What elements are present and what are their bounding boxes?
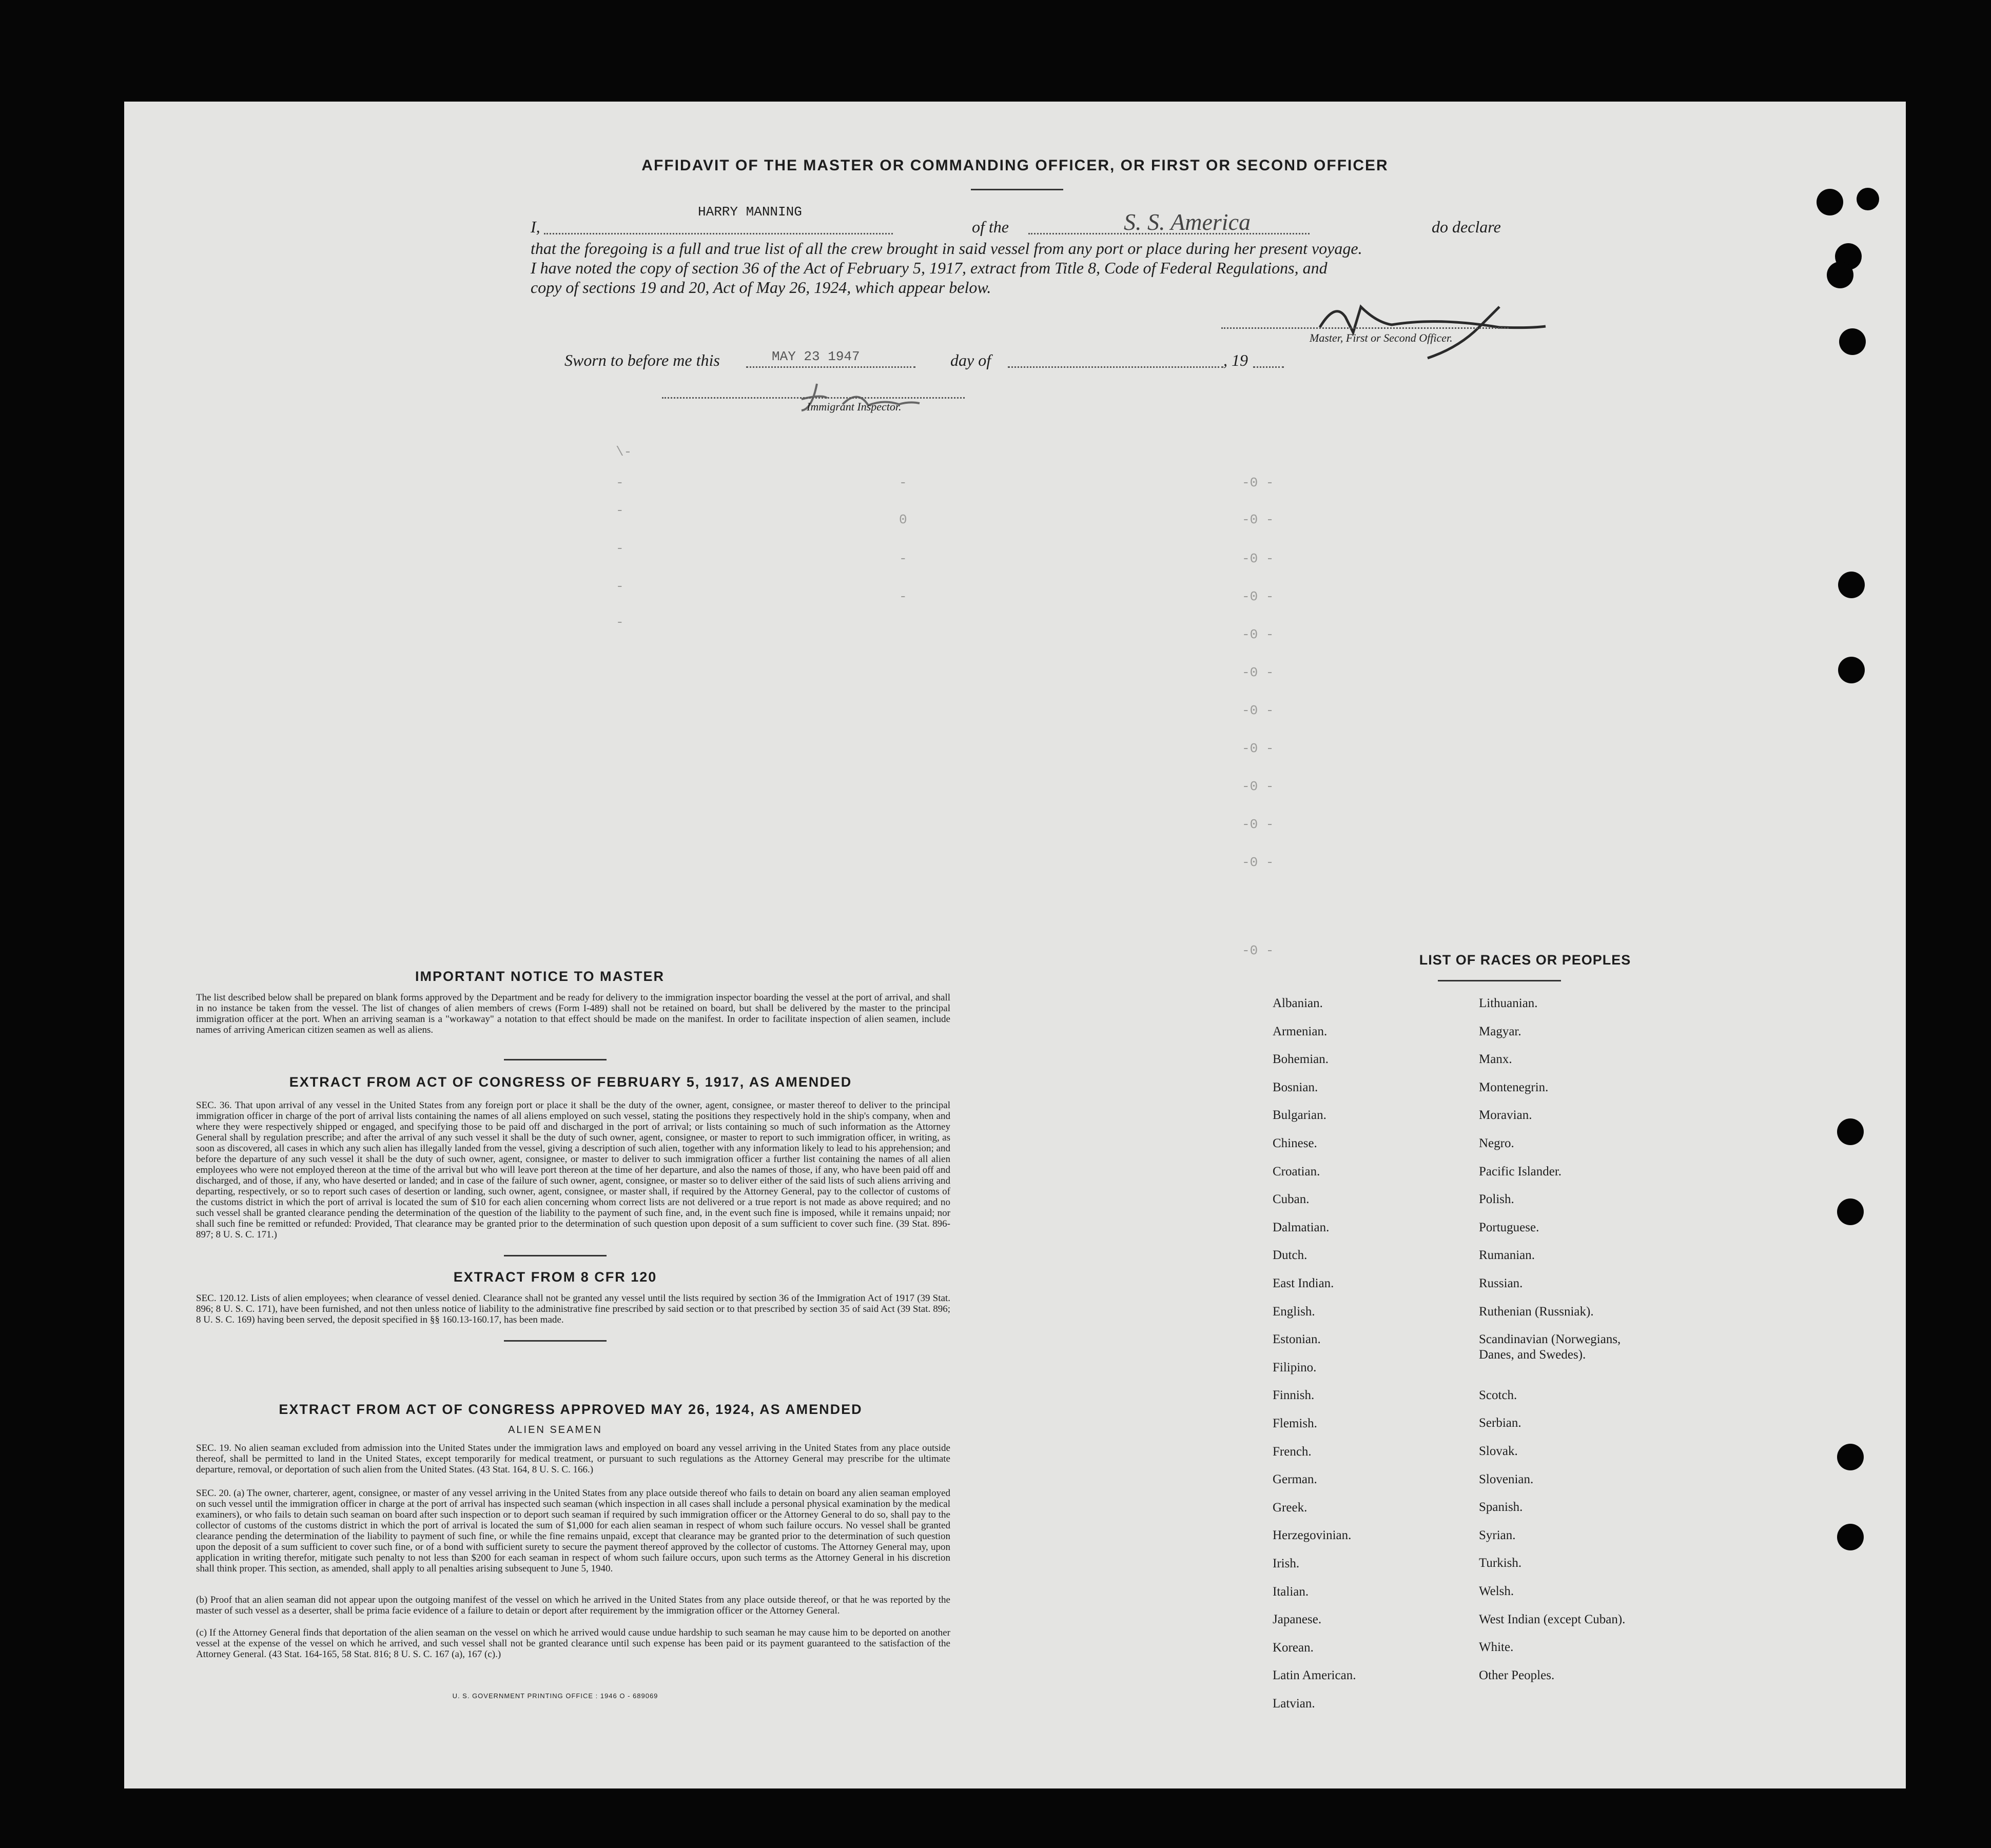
punch-hole xyxy=(1827,262,1853,288)
race-item: Bulgarian. xyxy=(1273,1108,1326,1123)
bleed-mark: \- xyxy=(616,444,632,460)
race-item: Negro. xyxy=(1479,1136,1514,1150)
punch-hole xyxy=(1857,188,1879,210)
punch-hole xyxy=(1837,1524,1864,1550)
signature-caption: Master, First or Second Officer. xyxy=(1310,331,1453,344)
race-item: Korean. xyxy=(1273,1640,1314,1655)
year-line xyxy=(1253,352,1284,368)
notice-heading: IMPORTANT NOTICE TO MASTER xyxy=(415,969,665,984)
master-name: HARRY MANNING xyxy=(698,204,802,220)
race-item: Latvian. xyxy=(1273,1697,1315,1711)
race-item: English. xyxy=(1273,1304,1315,1319)
affidavit-line-2: that the foregoing is a full and true list of all the crew brought in said vessel from any port or place during her present voyage. xyxy=(531,239,1362,258)
race-item: West Indian (except Cuban). xyxy=(1479,1612,1626,1626)
bleed-mark: - xyxy=(616,541,624,556)
sworn-label: Sworn to before me this xyxy=(564,351,720,369)
bleed-mark: -0 - xyxy=(1242,627,1274,642)
race-item: Slovenian. xyxy=(1479,1472,1534,1486)
race-item: White. xyxy=(1479,1640,1514,1655)
race-item: Cuban. xyxy=(1273,1192,1310,1207)
notice-rule xyxy=(504,1059,607,1060)
bleed-mark: -0 - xyxy=(1242,665,1274,680)
bleed-mark: -0 - xyxy=(1242,475,1274,490)
affidavit-title: AFFIDAVIT OF THE MASTER OR COMMANDING OFFICER, OR FIRST OR SECOND OFFICER xyxy=(641,157,1389,174)
race-item: Irish. xyxy=(1273,1557,1300,1570)
bleed-mark: - xyxy=(899,589,907,604)
bleed-mark: - xyxy=(616,615,624,630)
race-item: French. xyxy=(1273,1444,1312,1459)
race-item: Italian. xyxy=(1273,1584,1309,1599)
bleed-mark: - xyxy=(899,551,907,566)
bleed-mark: -0 - xyxy=(1242,551,1274,566)
punch-hole xyxy=(1837,1118,1864,1145)
extract-1924-heading: EXTRACT FROM ACT OF CONGRESS APPROVED MAY 26, 1924, AS AMENDED xyxy=(279,1402,863,1417)
inspector-signature xyxy=(791,379,935,420)
race-item: Danes, and Swedes). xyxy=(1479,1348,1586,1362)
affidavit-line-4: copy of sections 19 and 20, Act of May 26, 1924, which appear below. xyxy=(531,278,991,297)
punch-hole xyxy=(1817,189,1843,215)
bleed-mark: - xyxy=(616,475,624,490)
of-the-label: of the xyxy=(972,218,1009,236)
cfr-rule xyxy=(504,1340,607,1342)
race-item: Albanian. xyxy=(1273,996,1323,1010)
race-item: Manx. xyxy=(1479,1052,1512,1067)
cfr-text: SEC. 120.12. Lists of alien employees; when clearance of vessel denied. Clearance shall not be granted any vessel until the lists required by section 36 of the Immigration Act of 1917 (39 Stat. 896; 8 U. S. C. 171), have been furnished, and not then unless notice of liability to the administrative fine prescribed by said section or to that prescribed by section 35 of said Act (39 Stat. 896; 8 U. S. C. 169) having been served, the deposit specified in §§ 160.13-160.17, has been made. xyxy=(196,1293,950,1325)
bleed-mark: -0 - xyxy=(1242,703,1274,718)
race-item: Dutch. xyxy=(1273,1248,1307,1263)
title-rule xyxy=(971,189,1063,190)
race-item: Polish. xyxy=(1479,1192,1514,1207)
i-label: I, xyxy=(531,218,540,236)
race-item: Welsh. xyxy=(1479,1584,1514,1598)
race-item: Greek. xyxy=(1273,1500,1307,1515)
year-prefix: , 19 xyxy=(1223,351,1248,369)
race-item: Serbian. xyxy=(1479,1416,1521,1430)
race-item: Syrian. xyxy=(1479,1528,1516,1542)
sec-20a-text: SEC. 20. (a) The owner, charterer, agent, consignee, or master of any vessel arriving in the United States from any place outside thereof who fails to detain on board any alien seaman employed on such vessel until the immigration officer in charge at the port of arrival has inspected such seaman (which inspection in all cases shall include a personal physical examination by the medical examiners), or who fails to detain such seaman on board after such inspection or to deport such seaman if required by such immigration officer or the Attorney General to do so, shall pay to the collector of customs of the customs district in which the port of arrival is located the sum of $1,000 for each alien seaman in respect of whom such failure occurs. No vessel shall be granted clearance pending the determination of the liability to payment of such fine, or while the fine remains unpaid, except that clearance may be granted prior to the determination of such question upon the deposit of a sum sufficient to cover such fine, or of a bond with sufficient surety to secure the payment thereof approved by the collector of customs. The Attorney General may, upon application in writing therefor, mitigate such penalty to not less than $200 for each seaman in respect of whom such failure occurs, upon such terms as the Attorney General in his discretion shall think proper. This section, as amended, shall apply to all penalties arising subsequent to June 5, 1940. xyxy=(196,1488,950,1574)
bleed-mark: -0 - xyxy=(1242,943,1274,958)
do-declare-label: do declare xyxy=(1432,218,1501,236)
race-item: Dalmatian. xyxy=(1273,1220,1330,1234)
bleed-mark: -0 - xyxy=(1242,741,1274,756)
race-item: East Indian. xyxy=(1273,1276,1334,1290)
race-item: Finnish. xyxy=(1273,1388,1315,1403)
manifest-sheet xyxy=(124,102,1906,1788)
inspector-line xyxy=(662,387,965,399)
printer-line: U. S. GOVERNMENT PRINTING OFFICE : 1946 O - 689069 xyxy=(452,1692,658,1700)
cfr-heading: EXTRACT FROM 8 CFR 120 xyxy=(453,1269,657,1285)
race-item: German. xyxy=(1273,1472,1317,1487)
bleed-mark: -0 - xyxy=(1242,817,1274,832)
sworn-date: MAY 23 1947 xyxy=(772,349,860,364)
day-of-label: day of xyxy=(950,351,991,369)
race-item: Bohemian. xyxy=(1273,1052,1329,1067)
race-item: Spanish. xyxy=(1479,1500,1523,1515)
punch-hole xyxy=(1839,328,1866,355)
bleed-mark: - xyxy=(899,475,907,490)
vessel-name: S. S. America xyxy=(1124,209,1251,235)
bleed-mark: -0 - xyxy=(1242,589,1274,604)
bleed-mark: -0 - xyxy=(1242,855,1274,870)
bleed-mark: 0 xyxy=(899,512,907,527)
sec-20c-text: (c) If the Attorney General finds that deportation of the alien seaman on the vessel on which he arrived would cause undue hardship to such seaman he may cause him to be deported on another vessel at the expense of the vessel on which he arrived, and such vessel shall not be granted clearance until such expense has been paid or its payment guaranteed to the satisfaction of the Attorney General. (43 Stat. 164-165, 58 Stat. 816; 8 U. S. C. 167 (a), 167 (c).) xyxy=(196,1627,950,1660)
race-item: Japanese. xyxy=(1273,1613,1322,1627)
race-item: Armenian. xyxy=(1273,1024,1328,1038)
punch-hole xyxy=(1838,572,1865,598)
bleed-mark: -0 - xyxy=(1242,512,1274,527)
alien-seamen-subheading: ALIEN SEAMEN xyxy=(508,1424,602,1436)
race-item: Bosnian. xyxy=(1273,1080,1318,1094)
race-item: Ruthenian (Russniak). xyxy=(1479,1304,1594,1319)
bleed-mark: -0 - xyxy=(1242,779,1274,794)
race-item: Slovak. xyxy=(1479,1444,1518,1458)
races-heading: LIST OF RACES OR PEOPLES xyxy=(1419,952,1631,968)
race-item: Scandinavian (Norwegians, xyxy=(1479,1332,1621,1347)
race-item: Moravian. xyxy=(1479,1108,1532,1123)
race-item: Portuguese. xyxy=(1479,1220,1539,1234)
affidavit-line-3: I have noted the copy of section 36 of the Act of February 5, 1917, extract from Title 8, Code of Federal Regulations, and xyxy=(531,259,1328,277)
punch-hole xyxy=(1837,1198,1864,1225)
race-item: Turkish. xyxy=(1479,1556,1522,1570)
master-name-line xyxy=(544,219,893,234)
race-item: Flemish. xyxy=(1273,1417,1317,1430)
race-item: Pacific Islander. xyxy=(1479,1164,1562,1178)
inspector-caption: Immigrant Inspector. xyxy=(807,400,902,413)
race-item: Filipino. xyxy=(1273,1360,1317,1374)
race-item: Scotch. xyxy=(1479,1388,1517,1402)
sec-19-text: SEC. 19. No alien seaman excluded from admission into the United States under the immigration laws and employed on board any vessel arriving in the United States from any place outside thereof, shall be permitted to land in the United States, except temporarily for medical treatment, or pursuant to such regulations as the Attorney General may prescribe for the ultimate departure, removal, or deportation of such alien from the United States. (43 Stat. 164, 8 U. S. C. 166.) xyxy=(196,1443,950,1475)
race-item: Other Peoples. xyxy=(1479,1668,1555,1682)
punch-hole xyxy=(1838,657,1865,683)
signature-line xyxy=(1221,317,1509,329)
race-item: Magyar. xyxy=(1479,1024,1521,1038)
race-item: Lithuanian. xyxy=(1479,996,1538,1010)
race-item: Chinese. xyxy=(1273,1136,1317,1150)
race-item: Herzegovinian. xyxy=(1273,1528,1352,1543)
notice-text: The list described below shall be prepared on blank forms approved by the Department and be ready for delivery to the immigration inspector boarding the vessel at the port of arrival, and shall in no instance be taken from the vessel. The list of changes of alien members of crews (Form I-489) shall not be retained on board, but shall be delivered by the master to the principal immigration officer at the port. When an arriving seaman is a "workaway" a notation to that effect should be made on the manifest. In order to facilitate inspection of alien seamen, include names of arriving American citizen seamen as well as aliens. xyxy=(196,992,950,1035)
extract-1917-heading: EXTRACT FROM ACT OF CONGRESS OF FEBRUARY 5, 1917, AS AMENDED xyxy=(289,1074,852,1090)
sec-20b-text: (b) Proof that an alien seaman did not appear upon the outgoing manifest of the vessel on which he arrived in the United States from any place outside thereof, or that he was reported by the master of such vessel as a deserter, shall be prima facie evidence of a failure to detain or deport after requirement by the immigration officer or the Attorney General. xyxy=(196,1595,950,1616)
month-line xyxy=(1008,352,1223,368)
race-item: Russian. xyxy=(1479,1276,1523,1290)
bleed-mark: - xyxy=(616,503,624,518)
races-rule xyxy=(1438,980,1561,981)
extract-1917-rule xyxy=(504,1255,607,1256)
punch-hole xyxy=(1837,1444,1864,1470)
extract-1917-text: SEC. 36. That upon arrival of any vessel in the United States from any foreign port or place it shall be the duty of the owner, agent, consignee, or master thereof to deliver to the principal immigration officer in charge of the port of arrival lists containing the names of all aliens employed on such vessel, stating the positions they respectively hold in the ship's company, when and where they were respectively shipped or engaged, and specifying those to be paid off and discharged in the port of arrival; or lists containing so much of such information as the Attorney General shall by regulation prescribe; and after the arrival of any such vessel it shall be the duty of such owner, agent, consignee, or master to report to such immigration officer, in writing, as soon as discovered, all cases in which any such alien has illegally landed from the vessel, giving a description of such alien, together with any information likely to lead to his apprehension; and before the departure of any such vessel it shall be the duty of such owner, agent, consignee, or master to deliver to such immigration officer a further list containing the names of all alien employees who were not employed thereon at the time of the arrival but who will leave port thereon at the time of her departure, and also the names of those, if any, who have been paid off and discharged, and of those, if any, who have deserted or landed; and in case of the failure of such owner, agent, consignee, or master so to deliver either of the said lists of such aliens arriving and departing, respectively, or so to report such cases of desertion or landing, such owner, agent, consignee, or master shall, if required by the Attorney General, pay to the collector of customs of the customs district in which the port of arrival is located the sum of $10 for each alien concerning whom correct lists are not delivered or a true report is not made as above required; and no such vessel shall be granted clearance pending the determination of the question of the liability to the payment of such fine, and, in the event such fine is imposed, while it remains unpaid; nor shall such fine be remitted or refunded: Provided, That clearance may be granted prior to the determination of such question upon deposit of a sum sufficient to cover such fine. (39 Stat. 896-897; 8 U. S. C. 171.) xyxy=(196,1100,950,1240)
race-item: Montenegrin. xyxy=(1479,1080,1549,1094)
bleed-mark: - xyxy=(616,579,624,594)
race-item: Latin American. xyxy=(1273,1668,1356,1683)
race-item: Rumanian. xyxy=(1479,1248,1535,1263)
race-item: Estonian. xyxy=(1273,1332,1321,1347)
race-item: Croatian. xyxy=(1273,1164,1320,1178)
